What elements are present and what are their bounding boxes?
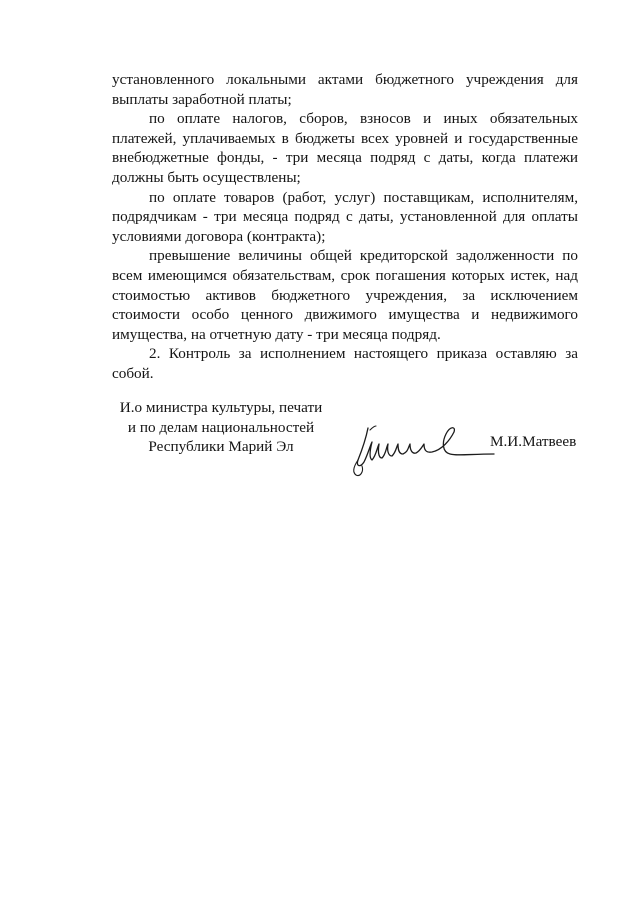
signatory-position [108, 398, 334, 457]
position-line-3: Республики Марий Эл [148, 438, 294, 456]
paragraph-control-clause: 2. Контроль за исполнением настоящего приказа оставляю за собой. [112, 345, 578, 382]
paragraph-debt-excess: превышение величины общей кредиторской задолженности по всем имеющимся обязательствам, срок погашения которых истек, над стоимостью активов бюджетного учреждения, за исключением стоимости особо ценного движимого имущества и недвижимого имущества, на отчетную дату - три месяца подряд. [112, 247, 578, 343]
signer-name: М.И.Матвеев [490, 433, 577, 450]
paragraph-suppliers: по оплате товаров (работ, услуг) поставщикам, исполнителям, подрядчикам - три месяца подряд с даты, установленной для оплаты условиями договора (контракта); [112, 188, 578, 245]
position-line-1: И.о министра культуры, печати [119, 399, 323, 416]
document-body [112, 70, 578, 384]
position-line-2: и по делам национальностей [127, 418, 315, 436]
paragraph-taxes: по оплате налогов, сборов, взносов и иных обязательных платежей, уплачиваемых в бюджеты всех уровней и государственные внебюджетные фонды, - три месяца подряд с даты, когда платежи должны быть осуществлены; [112, 110, 578, 186]
handwritten-signature [346, 420, 496, 478]
paragraph-salary: установленного локальными актами бюджетного учреждения для выплаты заработной платы; [112, 71, 578, 108]
